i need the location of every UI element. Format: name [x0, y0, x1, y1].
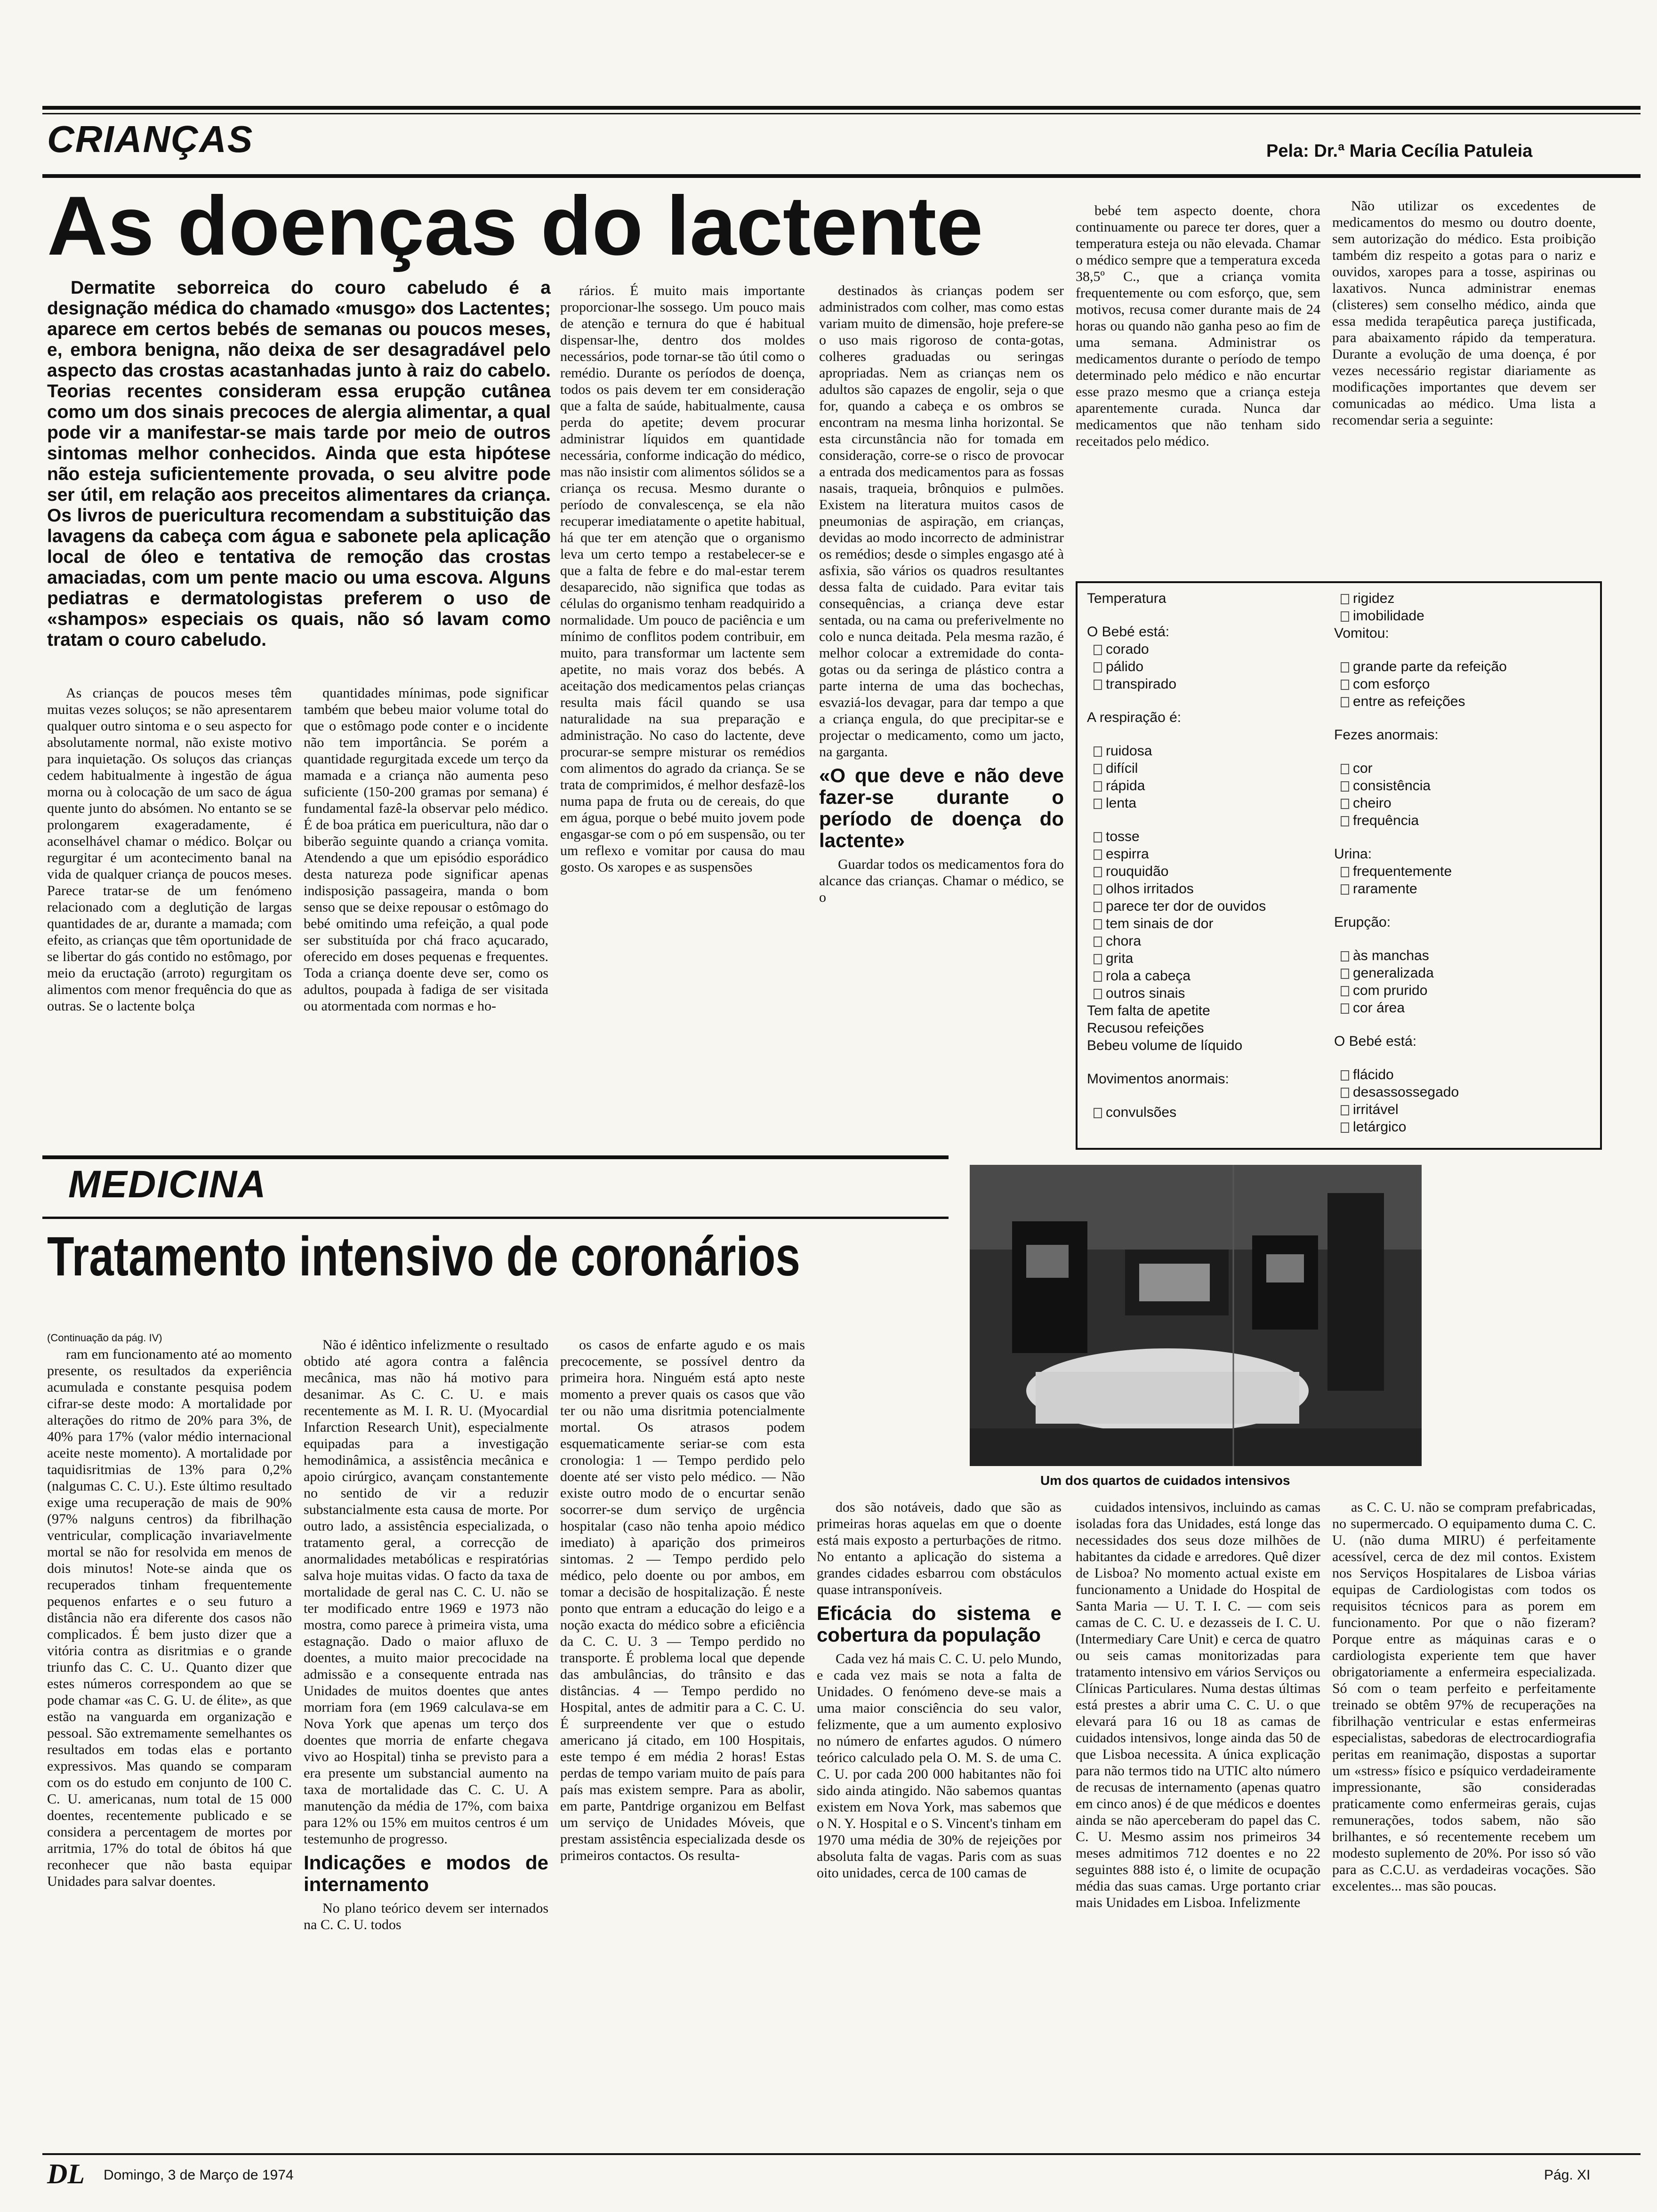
- checklist-item-label: olhos irritados: [1106, 881, 1194, 897]
- checkbox-icon: [1341, 594, 1349, 604]
- checklist-item-label: entre as refeições: [1353, 694, 1465, 709]
- checklist-item: [1334, 1118, 1588, 1136]
- checklist-item-label: raramente: [1353, 881, 1417, 897]
- checklist-spacer: [1334, 744, 1588, 760]
- checkbox-icon: [1341, 680, 1349, 690]
- checklist-label: O Bebé está:: [1087, 624, 1170, 640]
- checkbox-icon: [1094, 971, 1102, 982]
- checklist-label: Movimentos anormais:: [1087, 1071, 1229, 1087]
- checklist-label: Recusou refeições: [1087, 1020, 1204, 1036]
- footer-logo: DL: [47, 2158, 85, 2189]
- checkbox-icon: [1341, 611, 1349, 622]
- checkbox-icon: [1094, 954, 1102, 964]
- checklist-item-label: rápida: [1106, 778, 1145, 793]
- checklist-item: [1087, 658, 1332, 675]
- section2-rule-bottom: [42, 1217, 949, 1219]
- checklist-item-label: grita: [1106, 951, 1134, 966]
- checklist-item: [1087, 845, 1332, 863]
- checklist-item-label: generalizada: [1353, 965, 1434, 981]
- checklist-item: [1087, 880, 1332, 898]
- checklist-item-label: espirra: [1106, 846, 1149, 862]
- checkbox-icon: [1341, 1105, 1349, 1115]
- checklist-item: [1334, 999, 1588, 1017]
- article1-column-4: destinados às crianças podem ser administrados com colher, mas como estas variam muito de dimensão, hoje prefere-se o uso mais rigoroso de conta-gotas, colheres graduadas ou seringas apropriadas. Nem as crianças nem os adultos são capazes de engolir, seja o que for, quando a cabeça e os ombros se encontram na mesma linha horizontal. Se esta circunstância não for tomada em consideração, corre-se o risco de provocar a entrada dos medicamentos para as fossas nasais, traqueia, brônquios e pulmões. Existem na literatura muitos casos de pneumonias de aspiração, em crianças, devidas ao modo incorrecto de administrar os remédios; desde o simples engasgo até à asfixia, são vários os quadros resultantes dessa falta de cuidado. Para evitar tais consequências, a criança deve estar sentada, ou na cama ou preferivelmente no colo e nunca deitada. Pela mesma razão, é melhor colocar a extremidade do conta-gotas ou da seringa de plástico contra a parte interna de uma das bochechas, esvaziá-los devagar, para dar tempo a que a criança engula, do que precipitar-se e projectar o medicamento, como um jacto, na garganta. «O que deve e não deve fazer-se durante o período de doença do lactente» Guardar todos os medicamentos fora do alcance das crianças. Chamar o médico, se o: [819, 283, 1064, 905]
- checkbox-icon: [1341, 986, 1349, 996]
- checklist-item-label: cheiro: [1353, 795, 1392, 811]
- checklist-spacer: [1334, 931, 1588, 947]
- article2-column-4: dos são notáveis, dado que são as primeiras horas aquelas em que o doente está mais exposto a perturbações de ritmo. No entanto a aplicação do sistema a grandes cidades esbarrou com obstáculos quase intransponíveis. Eficácia do sistema e cobertura da população Cada vez há mais C. C. U. pelo Mundo, e cada vez mais se nota a falta de Unidades. O fenómeno deve-se mais a uma maior consciência do seu valor, felizmente, que a um aumento explosivo no número de enfartes agudos. O número teórico calculado pela O. M. S. de uma C. C. U. por cada 200 000 habitantes não foi sido ainda atingido. Não sabemos quantas existem em Nova York, mas sabemos que o N. Y. Hospital e o S. Vincent's tinham em 1970 uma média de 30% de rejeições por absoluta falta de vagas. Paris com as suas oito unidades, cerca de 100 camas de: [817, 1499, 1062, 1881]
- article1-column-6: Não utilizar os excedentes de medicamentos do mesmo ou doutro doente, sem autorização do médico. Esta proibição também diz respeito a gotas para o nariz e ouvidos, xaropes para a tosse, aspirinas ou laxativos. Nunca administrar enemas (clisteres) sem conselho médico, ainda que essa medida terapêutica pareça justificada, para abaixamento rápido da temperatura. Durante a evolução de uma doença, é por vezes necessário registar diariamente as modificações importantes que devem ser comunicadas ao médico. Uma lista a recomendar seria a seguinte:: [1332, 198, 1596, 428]
- checkbox-icon: [1341, 781, 1349, 792]
- photo-caption: Um dos quartos de cuidados intensivos: [1040, 1473, 1290, 1488]
- checklist-item-label: imobilidade: [1353, 608, 1424, 624]
- checklist-item-label: rouquidão: [1106, 864, 1169, 879]
- checkbox-icon: [1094, 764, 1102, 774]
- checklist-item: [1087, 777, 1332, 794]
- subhead-indicacoes: Indicações e modos de internamento: [304, 1851, 548, 1895]
- checklist-item: [1087, 742, 1332, 760]
- checklist-spacer: [1334, 1050, 1588, 1066]
- checklist-item: [1087, 915, 1332, 932]
- checkbox-icon: [1094, 850, 1102, 860]
- checklist-spacer: [1087, 1088, 1332, 1104]
- checkbox-icon: [1094, 680, 1102, 690]
- checklist-left-column: [1087, 590, 1332, 1121]
- checklist-label: Tem falta de apetite: [1087, 1003, 1210, 1018]
- checklist-label: Bebeu volume de líquido: [1087, 1038, 1243, 1053]
- checklist-item: [1087, 932, 1332, 950]
- checklist-label: O Bebé está:: [1334, 1034, 1417, 1049]
- checklist-item: [1334, 1083, 1588, 1101]
- checkbox-icon: [1341, 1003, 1349, 1014]
- checklist-spacer: [1087, 726, 1332, 742]
- checklist-item: [1334, 658, 1588, 675]
- checklist-item: [1334, 1066, 1588, 1083]
- article2-column-3: os casos de enfarte agudo e os mais precocemente, se possível dentro da primeira hora. Ninguém está apto neste momento a prever quais os casos que vão ter ou não uma disritmia potencialmente mortal. Os atrasos podem esquematicamente seriar-se com esta cronologia: 1 — Tempo perdido pelo doente até ser visto pelo médico. — Não existe outro modo de o encurtar senão socorrer-se dum serviço de urgência hospitalar (caso não tenha apoio médico imediato) à aparição dos primeiros sintomas. 2 — Tempo perdido pelo médico, pelo doente ou por ambos, em tomar a decisão de hospitalização. É neste ponto que entram a educação do leigo e a noção exacta do médico sobre a eficiência da C. C. U. 3 — Tempo perdido no transporte. É problema local que depende das ambulâncias, do trânsito e das distâncias. 4 — Tempo perdido no Hospital, antes de admitir para a C. C. U. É surpreendente ver que o estudo americano já citado, em 100 Hospitais, este tempo é em média 2 horas! Estas perdas de tempo variam muito de país para país mas existem sempre. Para as abolir, em parte, Pantdrige organizou em Belfast um serviço de Unidades Móveis, que prestam assistência especializada desde os primeiros contactos. Os resulta-: [560, 1337, 805, 1863]
- checkbox-icon: [1341, 969, 1349, 979]
- footer-date: Domingo, 3 de Março de 1974: [104, 2167, 294, 2183]
- pull-quote: «O que deve e não deve fazer-se durante o período de doença do lactente»: [819, 764, 1064, 851]
- checkbox-icon: [1341, 1088, 1349, 1098]
- checklist-item: [1087, 794, 1332, 812]
- checkbox-icon: [1341, 867, 1349, 877]
- checkbox-icon: [1341, 1070, 1349, 1081]
- checklist-item-label: outros sinais: [1106, 986, 1185, 1001]
- section-heading-criancas: CRIANÇAS: [47, 118, 254, 160]
- article-title-doencas: As doenças do lactente: [47, 179, 983, 272]
- checkbox-icon: [1094, 1108, 1102, 1118]
- checklist-item-label: tem sinais de dor: [1106, 916, 1214, 931]
- checkbox-icon: [1341, 764, 1349, 774]
- checklist-item: [1087, 950, 1332, 967]
- checkbox-icon: [1094, 645, 1102, 655]
- checklist-item-label: chora: [1106, 933, 1142, 949]
- checklist-item-label: frequência: [1353, 813, 1419, 828]
- article2-column-5: cuidados intensivos, incluindo as camas isoladas fora das Unidades, está longe das necessidades dos seus doze milhões de habitantes da cidade e arredores. Quê dizer de Lisboa? No momento actual existe em funcionamento a Unidade do Hospital de Santa Maria — U. T. I. C. — com seis camas de C. C. U. e dezasseis de I. C. U. (Intermediary Care Unit) e cerca de quatro ou seis camas monitorizadas para tratamento intensivo em vários Serviços ou Clínicas Particulares. Numa destas últimas está prestes a abrir uma C. C. U. o que elevará para 16 ou 18 as camas de cuidados intensivos, longe ainda das 50 de que Lisboa necessita. A única explicação para não termos tido na UTIC alto número de recusas de internamento (apenas quatro em cinco anos) é de que médicos e doentes ainda se não aperceberam do papel das C. C. U. Mesmo assim nos primeiros 34 meses admitimos 712 doentes e no 22 seguintes 888 isto é, o limite de ocupação média das suas camas. Urge portanto criar mais Unidades em Lisboa. Infelizmente: [1076, 1499, 1320, 1910]
- checkbox-icon: [1094, 919, 1102, 930]
- checklist-spacer: [1334, 642, 1588, 658]
- article-title-coronarios: Tratamento intensivo de coronários: [47, 1226, 800, 1288]
- checklist-item: [1334, 777, 1588, 794]
- checkbox-icon: [1094, 662, 1102, 673]
- checklist-item: [1334, 607, 1588, 625]
- article2-column-1: ram em funcionamento até ao momento presente, os resultados da experiência acumulada e constante pesquisa podem cifrar-se deste modo: A mortalidade por alterações do ritmo de 20% para 3%, de 40% para 17% (valor médio internacional aceite neste momento). A mortalidade por taquidisritmias de 13% para 0,2% (nalgumas C. C. U.). Este último resultado exige uma recuperação de mais de 90% (97% nalguns centros) da fibrilhação ventricular, complicação invariavelmente mortal se não for resolvida em menos de dois minutos! Note-se ainda que os recuperados tinham frequentemente pequenos enfartes e o seu futuro a distância não era diferente dos casos não complicados. É bem justo dizer que a vitória contra as disritmias e o grande triunfo das C. C. U.. Quanto dizer que estes números correspondem ao que se pode chamar «as C. G. U. de élite», as que estão na vanguarda em organização e pessoal. São extremamente semelhantes os resultados em todas elas e portanto expressivos. Mas quando se comparam com os do estudo em conjunto de 100 C. C. U. americanas, num total de 15 000 doentes, recentemente publicado e se considera a percentagem de mortes por arritmia, 17% do total de óbitos há que reconhecer que não basta equipar Unidades para salvar doentes.: [47, 1346, 292, 1889]
- checklist-item-label: às manchas: [1353, 948, 1429, 963]
- checklist-spacer: [1334, 710, 1588, 726]
- checklist-item: [1087, 760, 1332, 777]
- lead-paragraph: Dermatite seborreica do couro cabeludo é a designação médica do chamado «musgo» dos Lactentes; aparece em certos bebés de semanas ou poucos meses, e, embora benigna, não deixa de ser desagradável pelo aspecto das crostas acastanhadas junto à raiz do cabelo. Teorias recentes consideram essa erupção cutânea como um dos sinais precoces de alergia alimentar, a qual pode vir a manifestar-se mais tarde por meio de outros sintomas melhor conhecidos. Ainda que esta hipótese não esteja suficientemente provada, o seu alvitre pode ser útil, em relação aos preceitos alimentares da criança. Os livros de puericultura recomendam a substituição das lavagens da cabeça com água e sabonete pela aplicação local de óleo e tentativa de remoção das crostas amaciadas, com um pente macio ou uma escova. Alguns pediatras e dermatologistas preferem o uso de «shampos» especiais os quais, não só lavam como tratam o couro cabeludo.: [47, 278, 551, 650]
- checklist-item-label: cor: [1353, 761, 1373, 776]
- checklist-item: [1087, 828, 1332, 845]
- section-heading-medicina: MEDICINA: [68, 1163, 267, 1206]
- checklist-item-label: tosse: [1106, 829, 1140, 844]
- checklist-item: [1334, 590, 1588, 607]
- article1-column-3: rários. É muito mais importante proporcionar-lhe sossego. Um pouco mais de atenção e ternura do que é habitual dispensar-lhe, dentro dos moldes necessários, pode tornar-se tão útil como o remédio. Durante os períodos de doença, todos os pais devem ter em consideração que a falta de saúde, habitualmente, causa perda do apetite; devem procurar administrar líquidos em quantidade necessária, conforme indicação do médico, mas não insistir com alimentos sólidos se a criança os recusa. Mesmo durante o período de convalescença, se ela não recuperar imediatamente o apetite habitual, há que ter em atenção que o organismo leva um certo tempo a restabelecer-se e que a falta de febre e do mal-estar terem desaparecido, não significa que todas as células do organismo tenham readquirido a normalidade. Um pouco de paciência e um mínimo de conflitos podem contribuir, em muito, para transformar um lactente sem apetite, no mais voraz dos bebés. A aceitação dos medicamentos pelas crianças resulta mais fácil quando se usa naturalidade na sua preparação e administração. No caso do lactente, deve procurar-se sempre misturar os remédios com alimentos do agrado da criança. Se se trata de comprimidos, é melhor desfazê-los numa papa de fruta ou de cereais, do que em água, porque o bebé muito jovem pode engasgar-se com o pó em suspensão, ou ter um reflexo e vomitar por causa do mau gosto. Os xaropes e as suspensões: [560, 283, 805, 875]
- checklist-item: [1087, 898, 1332, 915]
- icu-photo-illustration: [970, 1165, 1422, 1466]
- checkbox-icon: [1341, 884, 1349, 895]
- checklist-item-label: rola a cabeça: [1106, 968, 1191, 984]
- checkbox-icon: [1094, 989, 1102, 999]
- checkbox-icon: [1094, 902, 1102, 912]
- top-rule: [42, 106, 1641, 110]
- article1-column-1: As crianças de poucos meses têm muitas vezes soluços; se não apresentarem qualquer outro sintoma e o seu aspecto for absolutamente normal, não existe motivo para inquietação. Os soluços das crianças cedem habitualmente à ingestão de água morna ou à colocação de um saco de água quente junto do absómen. No entanto se se prolongarem exageradamente, é aconselhável chamar o médico. Bolçar ou regurgitar é um acontecimento banal na vida de qualquer criança de poucos meses. Parece tratar-se de um fenómeno relacionado com a deglutição de largas quantidades de ar, durante a mamada; com efeito, as crianças que têm oportunidade de se libertar do gás contido no estômago, por meio da eructação (arroto) regurgitam os alimentos com menor frequência do que as outras. Se o lactente bolça: [47, 685, 292, 1014]
- checklist-item-label: pálido: [1106, 659, 1144, 674]
- symptom-checklist: [1076, 581, 1602, 1150]
- checklist-item-label: grande parte da refeição: [1353, 659, 1507, 674]
- subhead-eficacia: Eficácia do sistema e cobertura da população: [817, 1602, 1062, 1646]
- checklist-item-label: frequentemente: [1353, 864, 1452, 879]
- checklist-item: [1087, 675, 1332, 693]
- checkbox-icon: [1341, 697, 1349, 707]
- checklist-spacer: [1087, 693, 1332, 709]
- checklist-item: [1334, 794, 1588, 812]
- checklist-item: [1334, 1101, 1588, 1118]
- continuation-note: (Continuação da pág. IV): [47, 1332, 162, 1344]
- article2-column-6: as C. C. U. não se compram prefabricadas, no supermercado. O equipamento duma C. C. U. (não duma MIRU) é perfeitamente acessível, cerca de dez mil contos. Existem nos Serviços Hospitalares de Lisboa várias equipas de Cardiologistas com todos os requisitos técnicos para as porem em funcionamento. Por que o não fizeram? Porque entre as máquinas caras e o cardiologista experiente tem que haver obrigatoriamente a enfermeira especializada. Só com o team perfeito e perfeitamente treinado se obtêm 97% de recuperações na fibrilhação ventricular e estas enfermeiras especialistas, sabedoras de electrocardiografia peritas em reanimação, dispostas a suportar um «stress» físico e psíquico verdadeiramente impressionante, são consideradas praticamente como enfermeiras gerais, cujas remunerações, todos sabem, não são brilhantes, e só recentemente recebem um modesto suplemento de 20%. Por isso só vão para as C.C.U. as verdadeiras vocações. São excelentes... mas são poucas.: [1332, 1499, 1596, 1894]
- header-rule: [42, 174, 1641, 178]
- checklist-item: [1087, 967, 1332, 985]
- checkbox-icon: [1094, 746, 1102, 757]
- checklist-item-label: corado: [1106, 641, 1149, 657]
- checkbox-icon: [1094, 937, 1102, 947]
- checklist-item-label: consistência: [1353, 778, 1431, 793]
- checkbox-icon: [1094, 867, 1102, 877]
- checklist-item: [1334, 880, 1588, 898]
- checklist-item: [1334, 760, 1588, 777]
- checklist-label: Vomitou:: [1334, 625, 1389, 641]
- checkbox-icon: [1341, 799, 1349, 809]
- checklist-label: Temperatura: [1087, 591, 1166, 606]
- top-rule-thin: [42, 113, 1641, 114]
- checklist-item: [1087, 1104, 1332, 1121]
- checklist-item: [1334, 982, 1588, 999]
- checklist-label: Fezes anormais:: [1334, 727, 1439, 743]
- checklist-item-label: transpirado: [1106, 676, 1177, 692]
- checklist-item-label: convulsões: [1106, 1105, 1177, 1120]
- article1-column-5: bebé tem aspecto doente, chora continuamente ou parece ter dores, quer a temperatura esteja ou não elevada. Chamar o médico sempre que a temperatura exceda 38,5º C., que a criança vomita frequentemente ou com esforço, que, sem motivos, recusa comer durante mais de 24 horas ou quando não ganha peso ao fim de uma semana. Administrar os medicamentos durante o período de tempo determinado pelo médico e não encurtar esse prazo mesmo que a criança esteja aparentemente curada. Nunca dar medicamentos que não tenham sido receitados pelo médico.: [1076, 203, 1320, 449]
- checklist-item-label: difícil: [1106, 761, 1138, 776]
- checklist-label: A respiração é:: [1087, 710, 1182, 725]
- checklist-label: Erupção:: [1334, 914, 1391, 930]
- article2-column-2: Não é idêntico infelizmente o resultado obtido até agora contra a falência mecânica, mas não há motivo para desanimar. As C. C. U. e mais recentemente as M. I. R. U. (Myocardial Infarction Research Unit), especialmente equipadas para a investigação hemodinâmica, a assistência mecânica e apoio cirúrgico, avançam constantemente no sentido de vir a reduzir substancialmente esta causa de morte. Por outro lado, a assistência especializada, o tratamento geral, a correcção de anormalidades metabólicas e respiratórias salva hoje muitas vidas. O facto da taxa de mortalidade de geral nas C. C. U. não se ter modificado entre 1969 e 1973 não mostra, como parece à primeira vista, uma estagnação. Dado o maior afluxo de doentes, a muito maior precocidade na admissão e a consequente entrada nas Unidades de muitos doentes que antes morriam fora (em 1969 calculava-se em Nova York que apenas um terço dos doentes que morria de enfarte chegava vivo ao Hospital) tinha se previsto para a era presente um substancial aumento na taxa de mortalidade das C. C. U. A manutenção da média de 17%, com baixa para 12% ou 15% em muitos centros é um testemunho de progresso. Indicações e modos de internamento No plano teórico devem ser internados na C. C. U. todos: [304, 1337, 548, 1932]
- checklist-item: [1087, 985, 1332, 1002]
- checklist-spacer: [1334, 898, 1588, 914]
- checkbox-icon: [1094, 799, 1102, 809]
- checklist-item-label: desassossegado: [1353, 1084, 1459, 1100]
- checklist-item: [1334, 675, 1588, 693]
- byline: Pela: Dr.ª Maria Cecília Patuleia: [1266, 141, 1533, 161]
- footer-rule: [42, 2153, 1641, 2155]
- checklist-item: [1087, 641, 1332, 658]
- checkbox-icon: [1094, 832, 1102, 842]
- checklist-right-column: [1334, 590, 1588, 1136]
- checklist-item-label: com esforço: [1353, 676, 1430, 692]
- checklist-item-label: letárgico: [1353, 1119, 1407, 1135]
- checkbox-icon: [1094, 884, 1102, 895]
- footer-page: Pág. XI: [1544, 2167, 1591, 2183]
- checklist-item: [1334, 693, 1588, 710]
- checklist-item-label: rigidez: [1353, 591, 1395, 606]
- checkbox-icon: [1341, 1122, 1349, 1133]
- checklist-spacer: [1334, 1017, 1588, 1033]
- checklist-item: [1334, 863, 1588, 880]
- checklist-spacer: [1087, 812, 1332, 828]
- checklist-spacer: [1087, 607, 1332, 623]
- checklist-spacer: [1087, 1054, 1332, 1070]
- checklist-item-label: irritável: [1353, 1102, 1399, 1117]
- section2-rule: [42, 1155, 949, 1159]
- checkbox-icon: [1341, 816, 1349, 826]
- checklist-item-label: com prurido: [1353, 983, 1428, 998]
- checklist-label: Urina:: [1334, 846, 1372, 862]
- checkbox-icon: [1094, 781, 1102, 792]
- checklist-item-label: lenta: [1106, 795, 1137, 811]
- icu-photo: [970, 1165, 1422, 1466]
- checklist-item: [1087, 863, 1332, 880]
- article1-column-2: quantidades mínimas, pode significar também que bebeu maior volume total do que o estômago pode conter e o incidente não tem importância. Se porém a quantidade regurgitada excede um terço da mamada e a criança não aumenta peso suficiente (150-200 gramas por semana) é fundamental fazê-la observar pelo médico. É de boa prática em puericultura, não dar o biberão seguinte quando a criança vomita. Atendendo a que um episódio esporádico desta natureza pode significar apenas indisposição passageira, manda o bom senso que se deixe repousar o estômago do bebé omitindo uma refeição, a qual pode ser substituída por chá fraco açucarado, oferecido em doses pequenas e frequentes. Toda a criança doente deve ser, como os adultos, poupada à fadiga de ser visitada ou atormentada com normas e ho-: [304, 685, 548, 1014]
- checklist-item-label: cor área: [1353, 1000, 1405, 1016]
- checklist-item-label: flácido: [1353, 1067, 1394, 1082]
- checkbox-icon: [1341, 662, 1349, 673]
- checklist-item-label: ruidosa: [1106, 743, 1152, 759]
- checkbox-icon: [1341, 951, 1349, 962]
- checklist-spacer: [1334, 829, 1588, 845]
- checklist-item: [1334, 812, 1588, 829]
- checklist-item: [1334, 964, 1588, 982]
- checklist-item: [1334, 947, 1588, 964]
- checklist-item-label: parece ter dor de ouvidos: [1106, 898, 1266, 914]
